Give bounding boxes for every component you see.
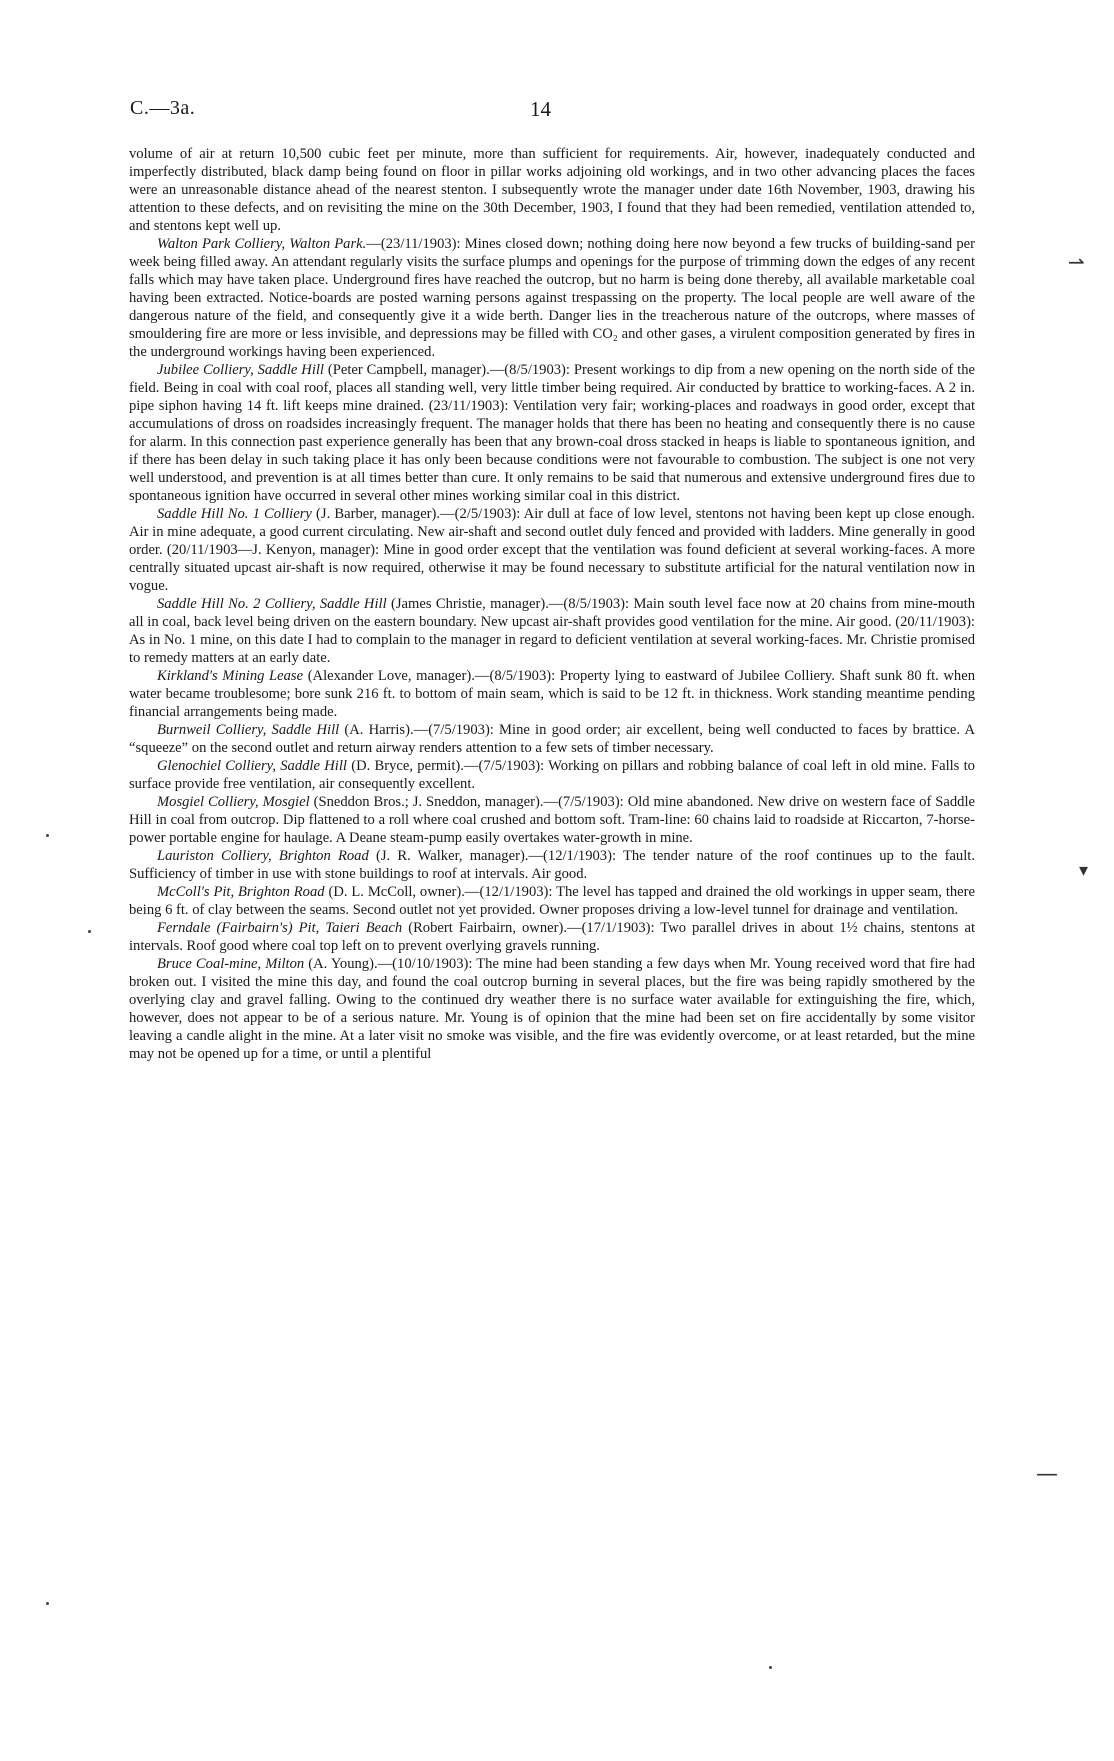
colliery-heading: Saddle Hill No. 1 Colliery [157, 506, 312, 522]
paragraph-text: (Sneddon Bros.; J. Sneddon, manager).—(7/5/1903): Old mine abandoned. New drive on western face of Saddle Hill in coal from outcrop. Dip flattened to a roll where coal crushed and bottom soft. Tram-line: 60 chains laid to roadside at Riccarton, 7-horse-power portable engine for haulage. A Deane steam-pump easily overtakes water-growth in mine. [129, 794, 975, 846]
margin-mark-icon: ⇀ [1068, 250, 1085, 274]
colliery-heading: Glenochiel Colliery, Saddle Hill [157, 758, 347, 774]
paragraph [129, 361, 975, 505]
paragraph [129, 145, 975, 235]
colliery-heading: Burnweil Colliery, Saddle Hill [157, 722, 340, 738]
series-reference: C.—3a. [130, 97, 196, 119]
paragraph-text: (A. Young).—(10/10/1903): The mine had been standing a few days when Mr. Young received word that fire had broken out. I visited the mine this day, and found the coal outcrop burning in several places, but the fire was being rapidly smothered by the overlying clay and gravel falling. Owing to the continued dry weather there is no surface water available for extinguishing the fire, which, however, does not appear to be of a serious nature. Mr. Young is of opinion that the mine had been set on fire accidentally by some visitor leaving a candle alight in the mine. At a later visit no smoke was visible, and the fire was evidently overcome, or at least retarded, but the mine may not be opened up for a time, or until a plentiful [129, 956, 975, 1062]
paragraph [129, 955, 975, 1063]
scan-speck [46, 834, 49, 837]
colliery-heading: Lauriston Colliery, Brighton Road [157, 848, 369, 864]
paragraph-text: (J. Barber, manager).—(2/5/1903): Air dull at face of low level, stentons not having been kept up close enough. Air in mine adequate, a good current circulating. New air-shaft and second outlet duly fenced and provided with ladders. Mine generally in good order. (20/11/1903—J. Kenyon, manager): Mine in good order except that the ventilation was found deficient at several working-faces. A more centrally situated upcast air-shaft is now required, otherwise it may be found necessary to substitute artificial for the natural ventilation now in vogue. [129, 506, 975, 594]
colliery-heading: Mosgiel Colliery, Mosgiel [157, 794, 310, 810]
paragraph-text: —(23/11/1903): Mines closed down; nothing doing here now beyond a few trucks of building-sand per week being filled away. An attendant regularly visits the surface plumps and openings for the purpose of trimming down the edges of any recent falls which may have taken place. Underground fires have reached the outcrop, but no harm is being done thereby, all available marketable coal having been extracted. Notice-boards are posted warning persons against trespassing on the property. The local people are well aware of the dangerous nature of the field, and consequently give it a wide berth. Danger lies in the treacherous nature of the outcrops, where masses of smouldering fire are more or less invisible, and depressions may be filled with CO₂ and other gases, a virulent composition generated by fires in the underground workings having been experienced. [129, 236, 975, 360]
colliery-heading: McColl's Pit, Brighton Road [157, 884, 325, 900]
paragraph [129, 883, 975, 919]
paragraph-text: (James Christie, manager).—(8/5/1903): Main south level face now at 20 chains from mine-mouth all in coal, back level being driven on the eastern boundary. New upcast air-shaft provides good ventilation for the mine. Air good. (20/11/1903): As in No. 1 mine, on this date I had to complain to the manager in regard to deficient ventilation at several working-faces. Mr. Christie promised to remedy matters at an early date. [129, 596, 975, 666]
paragraph [129, 721, 975, 757]
page-number: 14 [530, 97, 551, 121]
paragraph-text: (Alexander Love, manager).—(8/5/1903): Property lying to eastward of Jubilee Colliery. Shaft sunk 80 ft. when water became troublesome; bore sunk 216 ft. to bottom of main seam, which is said to be 12 ft. in thickness. Work standing meantime pending financial arrangements being made. [129, 668, 975, 720]
colliery-heading: Kirkland's Mining Lease [157, 668, 304, 684]
paragraph-text: (D. Bryce, permit).—(7/5/1903): Working on pillars and robbing balance of coal left in old mine. Falls to surface provide free ventilation, air consequently excellent. [129, 758, 975, 792]
paragraph [129, 235, 975, 361]
colliery-heading: Jubilee Colliery, Saddle Hill [157, 362, 324, 378]
paragraph [129, 505, 975, 595]
document-body [129, 145, 975, 1063]
colliery-heading: Bruce Coal-mine, Milton [157, 956, 305, 972]
colliery-heading: Ferndale (Fairbairn's) Pit, Taieri Beach [157, 920, 403, 936]
colliery-heading: Saddle Hill No. 2 Colliery, Saddle Hill [157, 596, 387, 612]
scan-speck [769, 1666, 772, 1669]
paragraph [129, 793, 975, 847]
scan-speck [46, 1602, 49, 1605]
paragraph [129, 919, 975, 955]
paragraph-text: (Peter Campbell, manager).—(8/5/1903): Present workings to dip from a new opening on the north side of the field. Being in coal with coal roof, places all standing well, very little timber being required. Air conducted by brattice to working-faces. A 2 in. pipe siphon having 14 ft. lift keeps mine drained. (23/11/1903): Ventilation very fair; working-places and roadways in good order, except that accumulations of dross on roadsides increasingly frequent. The manager holds that there has been no heating and consequently there is no cause for alarm. In this connection past experience generally has been that any brown-coal dross stacked in heaps is liable to spontaneous ignition, and if there has been delay in such taking place it has only been because conditions were not favourable to combustion. The subject is one not very well understood, and prevention is at all times better than cure. It only remains to be said that numerous and extensive underground fires due to spontaneous ignition have occurred in several other mines working similar coal in this district. [129, 362, 975, 504]
paragraph [129, 595, 975, 667]
scan-speck [88, 930, 91, 933]
paragraph-text: (D. L. McColl, owner).—(12/1/1903): The level has tapped and drained the old workings in upper seam, there being 6 ft. of clay between the seams. Second outlet not yet provided. Owner proposes driving a low-level tunnel for drainage and ventilation. [129, 884, 976, 918]
paragraph-text: (Robert Fairbairn, owner).—(17/1/1903): Two parallel drives in about 1½ chains, stentons at intervals. Roof good where coal top left on to prevent overlying gravels running. [129, 920, 975, 954]
paragraph-text: (A. Harris).—(7/5/1903): Mine in good order; air excellent, being well conducted to faces by brattice. A “squeeze” on the second outlet and return airway renders attention to a few sets of timber necessary. [129, 722, 975, 756]
paragraph [129, 847, 975, 883]
page-header [130, 97, 980, 123]
paragraph-text: (J. R. Walker, manager).—(12/1/1903): The tender nature of the roof continues up to the fault. Sufficiency of timber in use with stone buildings to roof at intervals. Air good. [129, 848, 975, 882]
paragraph-text: volume of air at return 10,500 cubic feet per minute, more than sufficient for requirements. Air, however, inadequately conducted and imperfectly distributed, black damp being found on floor in pillar works adjoining old workings, and in two other advancing places the faces were an unreasonable distance ahead of the nearest stenton. I subsequently wrote the manager under date 16th November, 1903, drawing his attention to these defects, and on revisiting the mine on the 30th December, 1903, I found that they had been remedied, ventilation attended to, and stentons kept well up. [129, 146, 975, 234]
margin-mark-icon: — [1036, 1462, 1058, 1487]
margin-mark-icon: ▾ [1079, 860, 1089, 881]
paragraph [129, 757, 975, 793]
paragraph [129, 667, 975, 721]
colliery-heading: Walton Park Colliery, Walton Park. [157, 236, 367, 252]
